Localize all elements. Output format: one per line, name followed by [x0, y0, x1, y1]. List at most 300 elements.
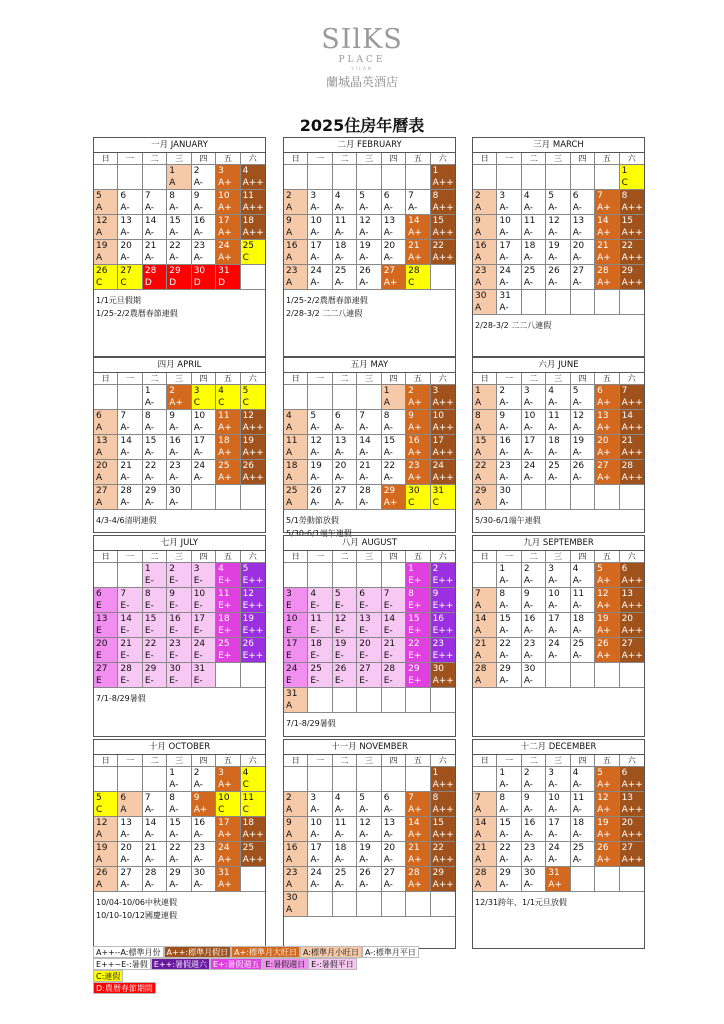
day-rate: A [96, 228, 103, 238]
day-cell [620, 410, 644, 435]
day-cell [167, 265, 191, 290]
day-number: 19 [359, 241, 371, 251]
day-number: 30 [523, 664, 536, 674]
day-rate: E++ [242, 601, 264, 611]
day-rate: A- [548, 651, 558, 661]
month-notes [284, 717, 455, 730]
day-cell [571, 638, 595, 663]
day-rate: A++ [242, 423, 264, 433]
day-rate: A++ [621, 448, 643, 458]
day-rate: A [96, 448, 103, 458]
logo-place: PLACE [338, 55, 386, 65]
day-cell [431, 460, 455, 485]
day-rate: A- [169, 253, 179, 263]
empty-cell [620, 290, 644, 315]
day-number: 21 [408, 241, 420, 251]
day-rate: A+ [597, 203, 611, 213]
day-cell [431, 588, 455, 613]
day-rate: A [475, 498, 482, 508]
month-title: 一月 JANUARY [94, 138, 265, 153]
day-number: 8 [621, 191, 628, 201]
day-cell [216, 435, 240, 460]
day-number: 23 [523, 639, 536, 649]
month-notes [473, 319, 644, 332]
day-number: 19 [242, 436, 255, 446]
weekday-header: 六 [241, 373, 265, 385]
day-number: 18 [242, 818, 255, 828]
day-cell [192, 563, 216, 588]
day-cell [94, 792, 118, 817]
day-number: 5 [572, 386, 579, 396]
day-number: 6 [597, 386, 603, 396]
day-number: 24 [310, 266, 322, 276]
day-rate: E [96, 651, 102, 661]
day-cell [118, 613, 142, 638]
day-cell [333, 485, 357, 510]
day-number: 11 [218, 411, 230, 421]
day-cell [241, 588, 265, 613]
day-number: 8 [499, 793, 506, 803]
empty-cell [357, 165, 381, 190]
weekday-header: 日 [94, 153, 118, 165]
day-number: 21 [383, 639, 396, 649]
day-cell [357, 588, 381, 613]
day-cell [308, 460, 332, 485]
day-rate: A- [523, 676, 534, 686]
day-cell [241, 165, 265, 190]
day-cell [382, 485, 406, 510]
day-cell [94, 485, 118, 510]
day-rate: A++ [242, 203, 264, 213]
day-cell [284, 215, 308, 240]
day-number: 15 [144, 436, 157, 446]
weekday-header: 五 [216, 373, 240, 385]
weekday-header: 一 [118, 755, 142, 767]
day-number: 25 [523, 266, 536, 276]
weekday-header: 三 [546, 551, 570, 563]
day-number: 15 [169, 216, 181, 226]
legend-row [93, 958, 473, 970]
day-number: 29 [408, 664, 420, 674]
day-cell [406, 215, 430, 240]
day-number: 18 [548, 436, 560, 446]
day-cell [284, 240, 308, 265]
day-number: 7 [120, 589, 127, 599]
day-rate: A+ [597, 473, 611, 483]
day-cell [94, 613, 118, 638]
day-cell [333, 663, 357, 688]
day-rate: E- [359, 626, 369, 636]
day-rate: A- [572, 576, 582, 586]
day-rate: A- [548, 473, 558, 483]
day-number: 10 [548, 589, 560, 599]
day-cell [216, 792, 240, 817]
day-cell [94, 215, 118, 240]
day-number: 19 [548, 241, 560, 251]
day-number: 27 [334, 486, 347, 496]
day-number: 4 [523, 191, 530, 201]
day-rate: E- [193, 676, 203, 686]
day-rate: A- [169, 448, 179, 458]
day-rate: A+ [597, 448, 611, 458]
day-number: 16 [432, 614, 445, 624]
day-number: 14 [359, 436, 371, 446]
day-cell [497, 460, 521, 485]
day-rate: A+ [218, 253, 232, 263]
day-cell [118, 410, 142, 435]
empty-cell [94, 165, 118, 190]
month-title: 十月 OCTOBER [94, 740, 265, 755]
day-cell [118, 265, 142, 290]
day-cell [431, 215, 455, 240]
day-rate: A- [383, 203, 393, 213]
day-cell [118, 215, 142, 240]
weekday-header: 日 [473, 373, 497, 385]
day-number: 30 [432, 664, 445, 674]
day-cell [382, 613, 406, 638]
day-cell [118, 867, 142, 892]
weekday-header: 一 [497, 373, 521, 385]
day-rate: A- [548, 278, 558, 288]
day-number: 7 [475, 793, 481, 803]
day-rate: A- [499, 228, 509, 238]
day-cell [308, 867, 332, 892]
day-rate: A+ [218, 203, 232, 213]
day-cell [241, 638, 265, 663]
day-number: 16 [169, 436, 181, 446]
day-number: 26 [359, 266, 371, 276]
day-rate: A- [499, 780, 509, 790]
day-number: 28 [408, 868, 420, 878]
day-number: 27 [120, 266, 132, 276]
day-cell [94, 867, 118, 892]
day-number: 27 [120, 868, 132, 878]
day-cell [431, 240, 455, 265]
day-number: 22 [383, 461, 396, 471]
day-number: 12 [310, 436, 322, 446]
day-cell [167, 215, 191, 240]
empty-cell [333, 767, 357, 792]
page-title: 2025住房年曆表 [299, 116, 425, 135]
day-number: 31 [193, 664, 206, 674]
day-rate: A- [572, 651, 582, 661]
day-number: 11 [334, 818, 347, 828]
day-cell [241, 817, 265, 842]
day-number: 17 [432, 436, 445, 446]
day-cell [595, 435, 619, 460]
day-rate: A- [499, 805, 509, 815]
day-cell [473, 240, 497, 265]
day-number: 4 [334, 793, 341, 803]
day-cell [382, 842, 406, 867]
day-rate: A- [144, 423, 155, 433]
day-cell [308, 435, 332, 460]
day-number: 20 [334, 461, 347, 471]
day-cell [546, 867, 570, 892]
day-cell [473, 460, 497, 485]
day-number: 15 [432, 818, 445, 828]
day-number: 25 [242, 843, 255, 853]
day-rate: C [242, 398, 249, 408]
day-rate: C [96, 278, 103, 288]
day-number: 16 [169, 614, 181, 624]
day-cell [497, 867, 521, 892]
day-cell [284, 613, 308, 638]
weekday-header: 五 [595, 373, 619, 385]
day-cell [546, 792, 570, 817]
month-panel [472, 137, 645, 357]
day-cell [620, 215, 644, 240]
day-rate: A- [572, 423, 582, 433]
day-number: 7 [408, 793, 414, 803]
weekday-header: 三 [546, 755, 570, 767]
day-number: 4 [242, 166, 249, 176]
day-number: 17 [193, 436, 206, 446]
empty-cell [118, 563, 142, 588]
day-cell [308, 190, 332, 215]
day-number: 17 [523, 436, 536, 446]
month-notes [94, 294, 265, 320]
day-rate: A- [499, 880, 509, 890]
day-cell [620, 817, 644, 842]
day-cell [216, 867, 240, 892]
day-cell [192, 215, 216, 240]
day-cell [357, 435, 381, 460]
day-rate: A [475, 303, 482, 313]
day-number: 13 [621, 589, 634, 599]
empty-cell [357, 563, 381, 588]
day-rate: A- [523, 880, 534, 890]
day-rate: A- [548, 626, 558, 636]
day-cell [522, 638, 546, 663]
logo-wordmark: SIlKS [321, 24, 403, 55]
day-number: 20 [597, 436, 609, 446]
hotel-logo [0, 26, 724, 90]
day-cell [382, 240, 406, 265]
day-cell [620, 842, 644, 867]
day-number: 22 [475, 461, 487, 471]
day-number: 23 [286, 868, 298, 878]
day-number: 10 [310, 216, 322, 226]
weekday-header: 日 [473, 551, 497, 563]
day-rate: A+ [597, 830, 611, 840]
day-cell [595, 215, 619, 240]
day-number: 30 [475, 291, 487, 301]
empty-cell [118, 385, 142, 410]
day-rate: E- [144, 626, 154, 636]
weekday-header: 一 [308, 755, 332, 767]
empty-cell [308, 165, 332, 190]
day-number: 14 [475, 818, 487, 828]
day-cell [118, 460, 142, 485]
day-cell [431, 638, 455, 663]
empty-cell [284, 385, 308, 410]
day-number: 1 [169, 768, 176, 778]
day-rate: E- [193, 626, 203, 636]
day-rate: A- [193, 203, 203, 213]
day-cell [192, 767, 216, 792]
day-rate: A++ [432, 830, 454, 840]
day-cell [357, 485, 381, 510]
day-cell [620, 240, 644, 265]
day-cell [333, 190, 357, 215]
day-rate: A- [383, 880, 393, 890]
day-number: 13 [334, 436, 347, 446]
day-rate: A++ [621, 278, 643, 288]
day-number: 24 [548, 843, 560, 853]
day-number: 2 [169, 386, 176, 396]
day-cell [522, 767, 546, 792]
day-rate: A [96, 253, 103, 263]
weekday-header: 二 [333, 373, 357, 385]
month-panel [283, 535, 456, 737]
empty-cell [357, 767, 381, 792]
day-rate: A- [169, 203, 179, 213]
day-number: 5 [359, 793, 366, 803]
day-cell [595, 190, 619, 215]
month-panel [283, 739, 456, 949]
weekday-header: 一 [308, 551, 332, 563]
day-cell [473, 485, 497, 510]
day-cell [216, 638, 240, 663]
day-number: 29 [169, 868, 181, 878]
day-rate: E- [120, 651, 130, 661]
day-cell [595, 613, 619, 638]
day-rate: A++ [242, 830, 264, 840]
holiday-note: 12/31跨年、1/1元旦放假 [475, 898, 567, 907]
day-number: 8 [144, 411, 151, 421]
empty-cell [333, 385, 357, 410]
empty-cell [620, 485, 644, 510]
day-cell [94, 588, 118, 613]
day-rate: E- [193, 651, 203, 661]
day-cell [546, 613, 570, 638]
day-cell [94, 435, 118, 460]
day-cell [284, 435, 308, 460]
empty-cell [473, 563, 497, 588]
weekday-header: 三 [357, 755, 381, 767]
day-rate: A- [499, 398, 509, 408]
day-rate: E- [334, 651, 344, 661]
day-number: 17 [193, 614, 206, 624]
day-cell [522, 563, 546, 588]
day-rate: A+ [218, 830, 232, 840]
day-cell [357, 867, 381, 892]
day-rate: E- [193, 601, 203, 611]
day-number: 21 [597, 241, 609, 251]
day-number: 5 [597, 564, 603, 574]
day-cell [308, 842, 332, 867]
holiday-note: 1/25-2/2農曆春節連假 [286, 296, 368, 305]
day-cell [497, 842, 521, 867]
day-number: 14 [408, 216, 420, 226]
day-cell [167, 588, 191, 613]
day-cell [497, 215, 521, 240]
weekday-header: 日 [473, 755, 497, 767]
day-number: 3 [193, 564, 200, 574]
day-rate: A+ [597, 278, 611, 288]
day-rate: A- [169, 473, 179, 483]
day-rate: E++ [242, 576, 264, 586]
day-cell [333, 613, 357, 638]
weekday-header: 六 [241, 153, 265, 165]
day-rate: A++ [621, 805, 643, 815]
weekday-header: 日 [94, 755, 118, 767]
day-cell [431, 767, 455, 792]
day-cell [333, 240, 357, 265]
day-number: 12 [597, 793, 609, 803]
month-days-grid [94, 153, 265, 290]
day-number: 23 [523, 843, 536, 853]
day-rate: A- [572, 830, 582, 840]
day-rate: A- [572, 253, 582, 263]
day-cell [167, 767, 191, 792]
day-rate: A [383, 398, 390, 408]
month-panel [472, 357, 645, 533]
day-cell [620, 165, 644, 190]
day-number: 2 [432, 564, 439, 574]
empty-cell [333, 688, 357, 713]
day-cell [357, 817, 381, 842]
empty-cell [284, 165, 308, 190]
day-rate: E++ [242, 626, 264, 636]
day-rate: A++ [242, 178, 264, 188]
day-cell [620, 613, 644, 638]
day-cell [143, 240, 167, 265]
day-cell [284, 663, 308, 688]
day-cell [595, 240, 619, 265]
empty-cell [216, 663, 240, 688]
day-rate: A- [310, 253, 320, 263]
day-number: 30 [193, 266, 206, 276]
day-number: 30 [193, 868, 206, 878]
day-cell [382, 215, 406, 240]
day-cell [497, 190, 521, 215]
day-number: 17 [218, 216, 230, 226]
day-number: 15 [499, 818, 511, 828]
day-rate: A [286, 253, 293, 263]
day-cell [216, 563, 240, 588]
weekday-header: 一 [118, 153, 142, 165]
day-cell [308, 817, 332, 842]
day-rate: E+ [408, 626, 422, 636]
day-rate: A- [499, 473, 509, 483]
day-number: 9 [408, 411, 414, 421]
day-cell [192, 842, 216, 867]
day-cell [406, 385, 430, 410]
day-cell [406, 867, 430, 892]
day-cell [595, 460, 619, 485]
day-cell [333, 460, 357, 485]
day-rate: A- [499, 448, 509, 458]
month-days-grid [284, 755, 455, 917]
day-cell [167, 435, 191, 460]
day-rate: A- [499, 278, 509, 288]
day-rate: A- [572, 448, 582, 458]
day-cell [406, 817, 430, 842]
day-cell [94, 190, 118, 215]
day-cell [497, 435, 521, 460]
day-cell [431, 435, 455, 460]
day-cell [192, 792, 216, 817]
day-rate: A- [310, 448, 320, 458]
day-number: 25 [572, 639, 585, 649]
day-rate: A [96, 855, 103, 865]
day-number: 31 [432, 486, 445, 496]
day-cell [522, 190, 546, 215]
day-number: 2 [193, 166, 200, 176]
day-number: 6 [621, 768, 628, 778]
